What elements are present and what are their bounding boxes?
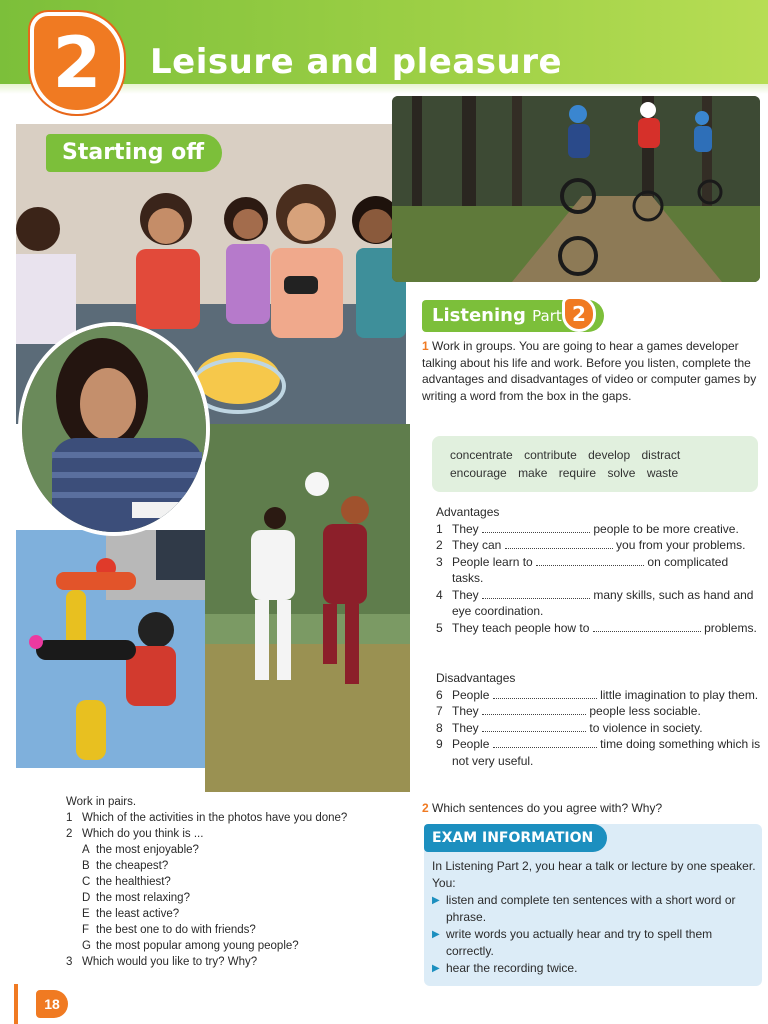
disadvantages-list [436,687,762,770]
advantage-item: 1 They people to be more creative. [436,521,739,536]
question-list [66,810,406,970]
page-number: 18 [36,990,68,1018]
triangle-bullet-icon: ▶ [432,963,440,974]
question-item: 1 Which of the activities in the photos have you done? [66,812,348,824]
starting-off-questions [66,794,406,970]
answer-gap[interactable] [536,556,644,566]
answer-gap[interactable] [482,722,586,732]
answer-gap[interactable] [505,539,613,549]
task-2-text: Which sentences do you agree with? Why? [432,801,663,815]
photo-football [205,424,410,792]
word-box [432,436,758,492]
option-item: D the most relaxing? [82,892,190,904]
question-item: 3 Which would you like to try? Why? [66,956,258,968]
advantage-item: 5 They teach people how to problems. [436,620,757,635]
disadvantage-item: 7 They people less sociable. [436,704,701,718]
word-solve: solve [607,466,636,480]
exam-information-body [432,858,758,977]
advantage-item: 3 People learn to on complicated tasks. [436,554,729,585]
answer-gap[interactable] [482,705,586,715]
unit-title: Leisure and pleasure [150,42,563,82]
triangle-bullet-icon: ▶ [432,895,440,906]
word-distract: distract [641,448,681,462]
disadvantages-title: Disadvantages [436,671,516,685]
option-item: C the healthiest? [82,876,171,888]
answer-gap[interactable] [593,622,701,632]
answer-gap[interactable] [482,589,590,599]
question-item: 2 Which do you think is ... [66,828,204,840]
mountain-bikers-illustration [392,96,760,282]
word-waste: waste [646,466,679,480]
disadvantage-item: 9 People time doing something which is not very useful. [436,737,761,768]
task-1 [422,338,760,404]
advantages-title: Advantages [436,505,500,519]
exam-bullet: ▶ listen and complete ten sentences with a short word or phrase. [432,893,736,924]
option-item: F the best one to do with friends? [82,924,256,936]
answer-gap[interactable] [482,523,590,533]
exam-intro: In Listening Part 2, you hear a talk or lecture by one speaker. You: [432,859,756,890]
disadvantage-item: 8 They to violence in society. [436,720,703,735]
skydivers-illustration [16,530,220,768]
listening-title: Listening [432,305,526,326]
photo-skydivers [16,530,220,768]
exam-bullet: ▶ write words you actually hear and try to spell them correctly. [432,927,713,958]
page-edge-marker [14,984,18,1024]
option-item: B the cheapest? [82,860,169,872]
listening-part-number: 2 [562,296,596,332]
studying-girl-illustration [22,326,206,532]
option-item: A the most enjoyable? [82,844,199,856]
advantage-item: 4 They many skills, such as hand and eye coordination. [436,587,754,618]
word-require: require [558,466,597,480]
task-1-number: 1 [422,339,429,353]
word-contribute: contribute [524,448,577,462]
option-item: E the least active? [82,908,180,920]
option-item: G the most popular among young people? [82,940,299,952]
disadvantage-item: 6 People little imagination to play them. [436,687,759,702]
exam-bullet: ▶ hear the recording twice. [432,961,578,975]
photo-mountain-bikers [392,96,760,282]
listening-part-label: Part [532,307,562,325]
unit-number-badge: 2 [30,12,124,114]
task-1-text: Work in groups. You are going to hear a games developer talking about his life and work. Before you listen, complete the advantages and disadvantages of video or computer games by writing a word from the box in the gaps. [422,339,757,403]
word-encourage: encourage [450,466,507,480]
word-concentrate: concentrate [450,448,513,462]
answer-gap[interactable] [493,738,597,748]
exam-information-heading: EXAM INFORMATION [424,824,607,852]
word-develop: develop [588,448,631,462]
word-make: make [518,466,548,480]
advantages-list [436,521,762,637]
disadvantages-section [436,670,762,769]
advantage-item: 2 They can you from your problems. [436,538,746,552]
pair-work-instruction: Work in pairs. [66,796,137,808]
task-2-number: 2 [422,801,429,815]
exam-information-box [424,824,762,986]
advantages-section [436,504,762,636]
task-2 [422,800,760,817]
starting-off-heading: Starting off [46,134,222,172]
photo-studying-girl [18,322,210,536]
football-illustration [205,424,410,792]
triangle-bullet-icon: ▶ [432,929,440,940]
answer-gap[interactable] [493,689,597,699]
